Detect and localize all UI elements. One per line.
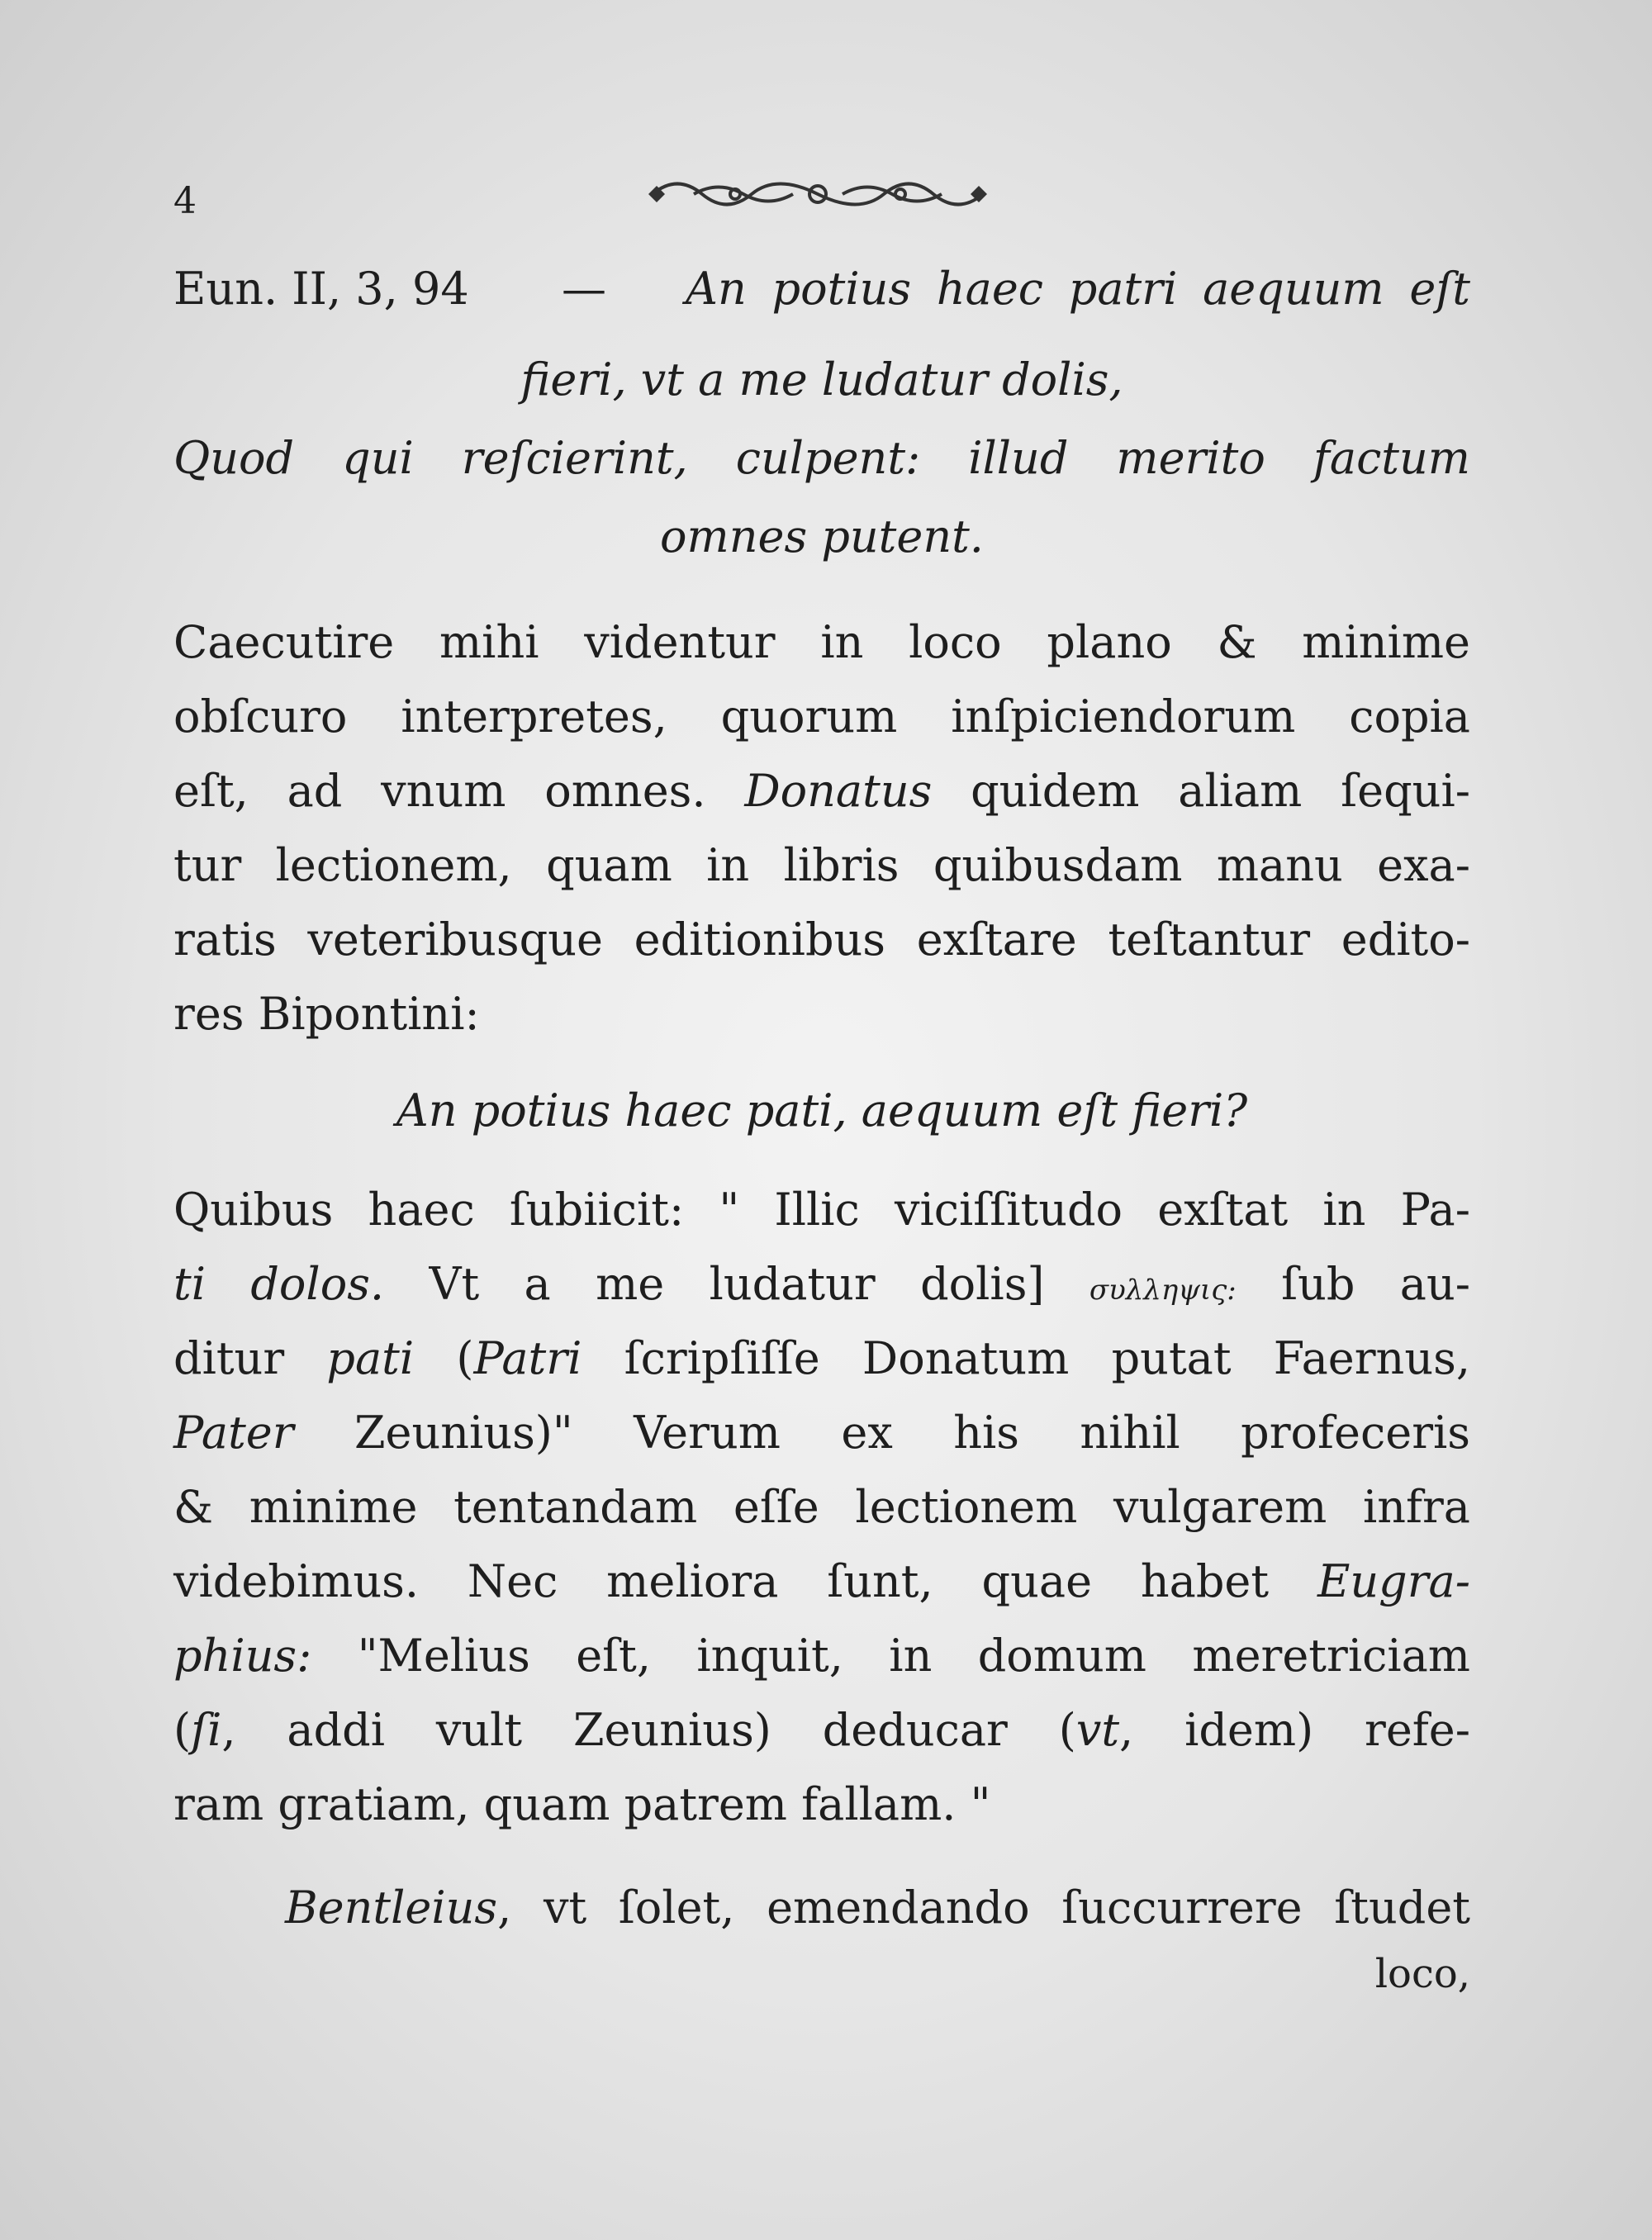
para2-line-2-italic: ti dolos. bbox=[173, 1258, 385, 1310]
para2-line-9: ram gratiam, quam patrem fallam. " bbox=[173, 1778, 991, 1830]
para2-line-8-c: , addi vult Zeunius) deducar ( bbox=[221, 1704, 1076, 1756]
word-pati: pati bbox=[326, 1332, 415, 1384]
para2-line-1: Quibus haec ſubiicit: " Illic viciſſitudo exſtat in Pa- bbox=[173, 1184, 1470, 1236]
para1-line-4: tur lectionem, quam in libris quibusdam manu exa- bbox=[173, 839, 1470, 891]
author-donatus: Donatus bbox=[744, 765, 933, 817]
ornament-icon bbox=[644, 165, 991, 223]
para1-line-1: Caecutire mihi videntur in loco plano & minime bbox=[173, 616, 1470, 668]
para1-line-3 bbox=[173, 754, 1470, 828]
para2-line-7 bbox=[173, 1619, 1470, 1693]
verse-text-1: An potius haec patri aequum eſt bbox=[686, 263, 1470, 315]
para1-line-3-part-c: quidem aliam ſequi- bbox=[971, 765, 1470, 817]
para3-line-1-b: , vt ſolet, emendando ſuccurrere ſtudet bbox=[497, 1882, 1470, 1934]
para2-line-3-a: ditur bbox=[173, 1332, 285, 1384]
greek-term: συλληψις: bbox=[1089, 1274, 1237, 1307]
author-bentleius: Bentleius bbox=[285, 1882, 498, 1934]
para2-line-8 bbox=[173, 1693, 1470, 1768]
para2-line-6 bbox=[173, 1545, 1470, 1619]
word-patri: Patri bbox=[473, 1332, 582, 1384]
para2-line-7-b: "Melius eſt, inquit, in domum meretriciam bbox=[357, 1630, 1470, 1682]
para3-line-1 bbox=[173, 1871, 1470, 1945]
verse-reference: Eun. II, 3, 94 bbox=[173, 263, 469, 315]
para1-line-3-part-a: eſt, ad vnum omnes. bbox=[173, 765, 706, 817]
verse-line-1 bbox=[173, 252, 1470, 326]
verse-line-2: fieri, vt a me ludatur dolis, bbox=[520, 354, 1123, 406]
verse-dash: — bbox=[562, 263, 606, 315]
word-pater: Pater bbox=[173, 1407, 294, 1459]
para2-line-6-a: videbimus. Nec meliora ſunt, quae habet bbox=[173, 1555, 1270, 1607]
para1-line-6: res Bipontini: bbox=[173, 988, 480, 1040]
para2-line-3-e: ſcripſiſſe Donatum putat Faernus, bbox=[624, 1332, 1470, 1384]
verse-line-4: omnes putent. bbox=[660, 510, 984, 562]
para2-line-2 bbox=[173, 1247, 1470, 1327]
verse-line-3: Quod qui reſcierint, culpent: illud merito factum bbox=[173, 432, 1470, 484]
para1-line-5: ratis veteribusque editionibus exſtare teſtantur edito- bbox=[173, 914, 1470, 966]
para2-line-5: & minime tentandam eſſe lectionem vulgarem infra bbox=[173, 1481, 1470, 1533]
paren-open: ( bbox=[456, 1332, 474, 1384]
page-number: 4 bbox=[173, 180, 197, 222]
paren-open-2: ( bbox=[173, 1704, 192, 1756]
para2-line-3 bbox=[173, 1322, 1470, 1396]
para2-line-4 bbox=[173, 1396, 1470, 1470]
para2-line-2-lemma: Vt a me ludatur dolis] bbox=[429, 1258, 1045, 1310]
quote-line: An potius haec pati, aequum eſt fieri? bbox=[396, 1084, 1248, 1137]
author-eugraphius-end: phius: bbox=[173, 1630, 312, 1682]
para2-line-2-end: ſub au- bbox=[1281, 1258, 1470, 1310]
word-vt: vt bbox=[1075, 1704, 1120, 1756]
para2-line-4-b: Zeunius)" Verum ex his nihil profeceris bbox=[354, 1407, 1470, 1459]
word-si: ſi bbox=[191, 1704, 222, 1756]
para1-line-2: obſcuro interpretes, quorum inſpiciendorum copia bbox=[173, 691, 1470, 743]
para2-line-8-e: , idem) refe- bbox=[1119, 1704, 1470, 1756]
author-eugraphius-start: Eugra- bbox=[1317, 1555, 1470, 1607]
catchword: loco, bbox=[1374, 1951, 1470, 1997]
